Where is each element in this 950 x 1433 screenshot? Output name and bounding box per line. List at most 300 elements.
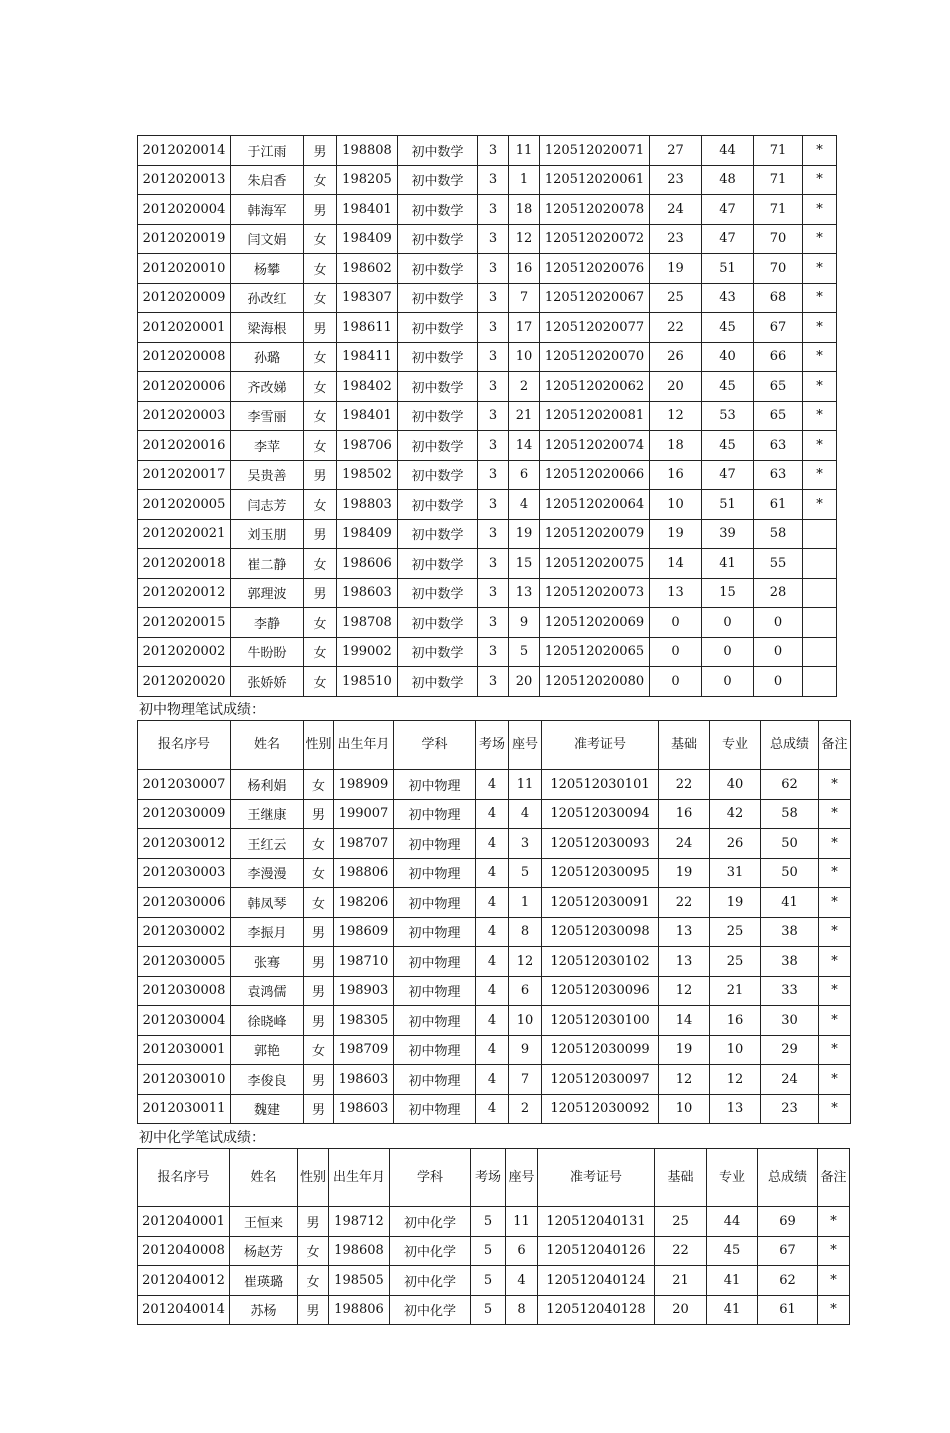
table-cell: 初中数学: [398, 165, 478, 195]
table-cell: 女: [304, 224, 337, 254]
table-cell: 120512030092: [542, 1094, 659, 1124]
table-row: [138, 799, 851, 829]
table-cell: 初中数学: [398, 549, 478, 579]
table-cell: 11: [509, 136, 540, 166]
table-cell: 5: [471, 1236, 506, 1266]
table-cell: 2012030001: [138, 1035, 231, 1065]
table-cell: 初中数学: [398, 372, 478, 402]
table-cell: *: [819, 858, 851, 888]
table-cell: 31: [710, 858, 761, 888]
table-cell: 闫文娟: [231, 224, 304, 254]
table-cell: *: [803, 165, 837, 195]
table-cell: 4: [506, 1266, 538, 1296]
table-cell: 1: [509, 165, 540, 195]
table-cell: [803, 637, 837, 667]
table-cell: *: [803, 460, 837, 490]
table-cell: 40: [702, 342, 754, 372]
table-cell: 12: [659, 976, 710, 1006]
table-cell: 24: [659, 829, 710, 859]
table-cell: 女: [304, 490, 337, 520]
table-cell: 王恒来: [230, 1207, 298, 1237]
table-cell: 198510: [337, 667, 398, 697]
table-cell: 61: [758, 1295, 818, 1325]
table-cell: 23: [650, 224, 702, 254]
table-cell: 47: [702, 224, 754, 254]
table-row: [138, 1065, 851, 1095]
table-cell: 袁鸿儒: [231, 976, 304, 1006]
table-cell: *: [818, 1236, 850, 1266]
table-cell: 47: [702, 195, 754, 225]
table-cell: 13: [650, 578, 702, 608]
table-cell: 女: [304, 858, 334, 888]
table-cell: 4: [509, 799, 542, 829]
table-cell: 女: [304, 342, 337, 372]
table-cell: 孙璐: [231, 342, 304, 372]
table-cell: 3: [478, 254, 509, 284]
table-cell: 郭艳: [231, 1035, 304, 1065]
column-header: 出生年月: [334, 721, 394, 770]
table-cell: 62: [758, 1266, 818, 1296]
table-cell: 男: [304, 947, 334, 977]
column-header: 备注: [819, 721, 851, 770]
table-row: [138, 1094, 851, 1124]
table-cell: 198603: [334, 1094, 394, 1124]
table-cell: 120512020076: [540, 254, 650, 284]
table-row: [138, 224, 837, 254]
table-cell: 198803: [337, 490, 398, 520]
table-cell: 张娇娇: [231, 667, 304, 697]
table-cell: 198409: [337, 519, 398, 549]
table-cell: 71: [754, 195, 803, 225]
table-row: [138, 254, 837, 284]
table-cell: 初中物理: [394, 829, 476, 859]
table-cell: 崔二静: [231, 549, 304, 579]
table-cell: 120512020074: [540, 431, 650, 461]
table-cell: 男: [304, 519, 337, 549]
table-cell: *: [819, 1065, 851, 1095]
table-cell: 2012030003: [138, 858, 231, 888]
table-cell: 65: [754, 372, 803, 402]
table-cell: 6: [509, 460, 540, 490]
table-cell: 女: [304, 372, 337, 402]
table-cell: 初中物理: [394, 947, 476, 977]
table-row: [138, 136, 837, 166]
table-cell: *: [819, 976, 851, 1006]
table-cell: 男: [298, 1207, 329, 1237]
table-cell: 2012040001: [138, 1207, 230, 1237]
table-cell: 0: [650, 667, 702, 697]
chemistry-header-row: [138, 1149, 850, 1207]
table-cell: *: [819, 1094, 851, 1124]
table-cell: 4: [476, 1065, 509, 1095]
table-cell: 4: [476, 1094, 509, 1124]
table-cell: *: [818, 1266, 850, 1296]
table-cell: 120512020075: [540, 549, 650, 579]
table-cell: 初中物理: [394, 888, 476, 918]
table-cell: *: [803, 313, 837, 343]
table-cell: 2012020012: [138, 578, 231, 608]
table-cell: 15: [702, 578, 754, 608]
table-cell: 69: [758, 1207, 818, 1237]
table-cell: 2012030009: [138, 799, 231, 829]
table-row: [138, 667, 837, 697]
column-header: 姓名: [230, 1149, 298, 1207]
column-header: 专业: [707, 1149, 758, 1207]
table-row: [138, 888, 851, 918]
table-cell: 198401: [337, 195, 398, 225]
column-header: 学科: [394, 721, 476, 770]
table-cell: 郭理波: [231, 578, 304, 608]
table-cell: 198806: [329, 1295, 390, 1325]
table-cell: 4: [476, 1035, 509, 1065]
table-cell: *: [803, 224, 837, 254]
table-cell: 19: [659, 858, 710, 888]
table-cell: *: [819, 1006, 851, 1036]
table-cell: 男: [304, 578, 337, 608]
table-cell: 198712: [329, 1207, 390, 1237]
table-cell: [803, 578, 837, 608]
table-cell: 120512020066: [540, 460, 650, 490]
table-row: [138, 401, 837, 431]
table-cell: 14: [509, 431, 540, 461]
table-cell: 67: [754, 313, 803, 343]
table-cell: 3: [478, 372, 509, 402]
table-cell: 39: [702, 519, 754, 549]
table-cell: *: [803, 401, 837, 431]
table-cell: 牛盼盼: [231, 637, 304, 667]
table-row: [138, 637, 837, 667]
table-cell: 8: [506, 1295, 538, 1325]
table-cell: 2012020008: [138, 342, 231, 372]
table-cell: 3: [478, 490, 509, 520]
table-cell: 47: [702, 460, 754, 490]
table-cell: *: [803, 342, 837, 372]
table-cell: 女: [304, 770, 334, 800]
table-cell: 16: [650, 460, 702, 490]
table-cell: 2012020005: [138, 490, 231, 520]
table-cell: 初中化学: [390, 1266, 471, 1296]
table-cell: 20: [650, 372, 702, 402]
table-cell: 女: [298, 1266, 329, 1296]
table-cell: 初中数学: [398, 490, 478, 520]
table-cell: 12: [659, 1065, 710, 1095]
table-cell: 14: [659, 1006, 710, 1036]
table-cell: 198307: [337, 283, 398, 313]
table-cell: 7: [509, 283, 540, 313]
column-header: 准考证号: [542, 721, 659, 770]
table-cell: 27: [650, 136, 702, 166]
table-cell: 44: [702, 136, 754, 166]
table-cell: 张骞: [231, 947, 304, 977]
table-cell: 崔瑛璐: [230, 1266, 298, 1296]
table-cell: 6: [509, 976, 542, 1006]
table-cell: *: [819, 1035, 851, 1065]
table-row: [138, 490, 837, 520]
table-cell: 初中数学: [398, 667, 478, 697]
column-header: 基础: [659, 721, 710, 770]
table-cell: 李漫漫: [231, 858, 304, 888]
math-score-table: [137, 135, 837, 697]
table-cell: 2012020004: [138, 195, 231, 225]
table-cell: 120512020064: [540, 490, 650, 520]
table-cell: 初中数学: [398, 313, 478, 343]
table-cell: 61: [754, 490, 803, 520]
table-cell: 王红云: [231, 829, 304, 859]
table-cell: 50: [761, 829, 819, 859]
table-cell: 5: [509, 858, 542, 888]
table-cell: 120512030101: [542, 770, 659, 800]
table-cell: 16: [659, 799, 710, 829]
table-row: [138, 460, 837, 490]
table-cell: 女: [304, 1035, 334, 1065]
table-cell: 0: [650, 637, 702, 667]
table-cell: 120512030093: [542, 829, 659, 859]
table-cell: 女: [304, 283, 337, 313]
table-cell: 65: [754, 401, 803, 431]
table-cell: 120512020061: [540, 165, 650, 195]
table-cell: 198205: [337, 165, 398, 195]
table-cell: 男: [304, 976, 334, 1006]
table-cell: 5: [471, 1266, 506, 1296]
physics-table-body: [138, 770, 851, 1124]
table-cell: 71: [754, 165, 803, 195]
table-cell: *: [819, 917, 851, 947]
table-cell: 3: [478, 578, 509, 608]
table-cell: 男: [304, 1065, 334, 1095]
table-cell: 初中数学: [398, 578, 478, 608]
table-cell: 0: [650, 608, 702, 638]
table-cell: 1: [509, 888, 542, 918]
table-cell: 初中物理: [394, 1094, 476, 1124]
table-cell: 2012030008: [138, 976, 231, 1006]
table-cell: 初中数学: [398, 431, 478, 461]
table-cell: 女: [304, 431, 337, 461]
table-cell: 18: [650, 431, 702, 461]
table-row: [138, 372, 837, 402]
table-cell: 女: [304, 667, 337, 697]
table-cell: 3: [478, 519, 509, 549]
table-cell: 198502: [337, 460, 398, 490]
table-row: [138, 947, 851, 977]
table-row: [138, 608, 837, 638]
table-cell: 2012020020: [138, 667, 231, 697]
table-cell: 初中物理: [394, 976, 476, 1006]
table-cell: 13: [509, 578, 540, 608]
table-cell: 120512040124: [538, 1266, 655, 1296]
table-cell: 120512020078: [540, 195, 650, 225]
table-cell: 19: [659, 1035, 710, 1065]
table-cell: 68: [754, 283, 803, 313]
table-cell: 2012020006: [138, 372, 231, 402]
table-cell: 李雪丽: [231, 401, 304, 431]
table-cell: 2012020013: [138, 165, 231, 195]
table-cell: 初中数学: [398, 283, 478, 313]
physics-score-table: [137, 720, 851, 1124]
table-cell: 67: [758, 1236, 818, 1266]
table-row: [138, 770, 851, 800]
column-header: 总成绩: [761, 721, 819, 770]
table-cell: 初中物理: [394, 858, 476, 888]
table-cell: 男: [304, 460, 337, 490]
table-cell: 198402: [337, 372, 398, 402]
table-cell: 198808: [337, 136, 398, 166]
table-cell: 0: [702, 637, 754, 667]
table-cell: 2012030002: [138, 917, 231, 947]
table-cell: 33: [761, 976, 819, 1006]
table-cell: *: [803, 490, 837, 520]
table-cell: 3: [478, 136, 509, 166]
table-cell: 24: [650, 195, 702, 225]
table-cell: 4: [476, 799, 509, 829]
table-cell: [803, 549, 837, 579]
table-cell: 2012020019: [138, 224, 231, 254]
table-cell: 21: [509, 401, 540, 431]
table-cell: 120512030095: [542, 858, 659, 888]
table-cell: 初中化学: [390, 1295, 471, 1325]
table-cell: 44: [707, 1207, 758, 1237]
table-cell: 45: [707, 1236, 758, 1266]
table-cell: 16: [509, 254, 540, 284]
table-cell: 初中数学: [398, 254, 478, 284]
table-cell: 2012030006: [138, 888, 231, 918]
table-cell: 2012020017: [138, 460, 231, 490]
table-cell: 15: [509, 549, 540, 579]
table-cell: 45: [702, 431, 754, 461]
table-cell: 徐晓峰: [231, 1006, 304, 1036]
table-cell: 闫志芳: [231, 490, 304, 520]
table-cell: 韩海军: [231, 195, 304, 225]
table-cell: 初中物理: [394, 1035, 476, 1065]
chemistry-table-body: [138, 1207, 850, 1325]
table-cell: 2012030010: [138, 1065, 231, 1095]
table-cell: 14: [650, 549, 702, 579]
table-cell: 19: [509, 519, 540, 549]
table-cell: 2012020021: [138, 519, 231, 549]
table-cell: 120512020077: [540, 313, 650, 343]
table-cell: 25: [710, 917, 761, 947]
table-cell: *: [819, 770, 851, 800]
table-cell: 2012040008: [138, 1236, 230, 1266]
table-cell: 13: [659, 947, 710, 977]
table-cell: 杨攀: [231, 254, 304, 284]
table-cell: 10: [659, 1094, 710, 1124]
table-cell: 2012020001: [138, 313, 231, 343]
table-cell: 3: [478, 431, 509, 461]
table-cell: 43: [702, 283, 754, 313]
table-cell: 198409: [337, 224, 398, 254]
table-row: [138, 976, 851, 1006]
table-cell: 42: [710, 799, 761, 829]
table-cell: 41: [707, 1295, 758, 1325]
table-cell: 2012020009: [138, 283, 231, 313]
table-cell: 29: [761, 1035, 819, 1065]
table-cell: 120512020080: [540, 667, 650, 697]
table-cell: 45: [702, 372, 754, 402]
table-cell: 48: [702, 165, 754, 195]
table-cell: 11: [506, 1207, 538, 1237]
table-cell: 4: [476, 770, 509, 800]
table-cell: 3: [478, 313, 509, 343]
table-row: [138, 917, 851, 947]
table-cell: 63: [754, 431, 803, 461]
table-cell: 4: [476, 829, 509, 859]
table-cell: *: [803, 283, 837, 313]
table-cell: 198707: [334, 829, 394, 859]
table-cell: 6: [506, 1236, 538, 1266]
table-cell: 12: [650, 401, 702, 431]
table-cell: 53: [702, 401, 754, 431]
table-cell: 初中物理: [394, 1065, 476, 1095]
table-cell: 4: [476, 888, 509, 918]
table-cell: 19: [650, 519, 702, 549]
table-row: [138, 1266, 850, 1296]
table-cell: 22: [650, 313, 702, 343]
table-cell: 3: [478, 195, 509, 225]
table-cell: 12: [509, 224, 540, 254]
table-cell: 13: [659, 917, 710, 947]
table-cell: 199002: [337, 637, 398, 667]
table-cell: 2012030007: [138, 770, 231, 800]
chemistry-score-table: [137, 1148, 850, 1325]
table-cell: 198411: [337, 342, 398, 372]
table-cell: 120512030096: [542, 976, 659, 1006]
table-cell: [803, 519, 837, 549]
table-cell: 9: [509, 608, 540, 638]
table-cell: 梁海根: [231, 313, 304, 343]
table-cell: 30: [761, 1006, 819, 1036]
table-cell: 10: [710, 1035, 761, 1065]
table-cell: 8: [509, 917, 542, 947]
table-cell: 120512040126: [538, 1236, 655, 1266]
table-cell: 孙改红: [231, 283, 304, 313]
table-cell: 3: [478, 342, 509, 372]
table-cell: 198706: [337, 431, 398, 461]
table-cell: 齐改娣: [231, 372, 304, 402]
table-cell: 男: [298, 1295, 329, 1325]
table-cell: 4: [476, 976, 509, 1006]
table-cell: 初中数学: [398, 608, 478, 638]
table-cell: 18: [509, 195, 540, 225]
table-cell: 7: [509, 1065, 542, 1095]
column-header: 性别: [304, 721, 334, 770]
table-cell: 男: [304, 1006, 334, 1036]
table-cell: 120512030100: [542, 1006, 659, 1036]
table-cell: 45: [702, 313, 754, 343]
table-cell: 198903: [334, 976, 394, 1006]
table-cell: 刘玉朋: [231, 519, 304, 549]
table-row: [138, 858, 851, 888]
table-cell: 3: [478, 460, 509, 490]
table-cell: 10: [509, 342, 540, 372]
column-header: 座号: [506, 1149, 538, 1207]
table-cell: 26: [650, 342, 702, 372]
table-cell: 女: [304, 829, 334, 859]
table-cell: 198603: [337, 578, 398, 608]
table-cell: 李苹: [231, 431, 304, 461]
table-cell: 初中数学: [398, 342, 478, 372]
table-cell: 3: [478, 608, 509, 638]
table-cell: 3: [478, 283, 509, 313]
table-cell: 0: [754, 608, 803, 638]
table-cell: 50: [761, 858, 819, 888]
table-cell: 初中物理: [394, 1006, 476, 1036]
table-cell: 4: [476, 858, 509, 888]
table-cell: 0: [702, 667, 754, 697]
table-cell: 40: [710, 770, 761, 800]
column-header: 出生年月: [329, 1149, 390, 1207]
table-cell: 120512020073: [540, 578, 650, 608]
table-cell: 女: [304, 165, 337, 195]
